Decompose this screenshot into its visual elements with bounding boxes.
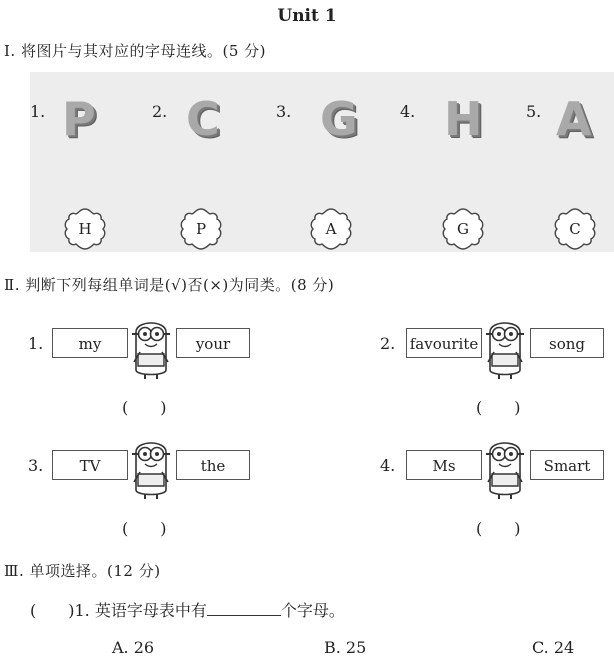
cartoon-letter-h: H <box>444 92 483 146</box>
item-number-3: 3. <box>28 456 44 475</box>
minion-mascot-icon <box>128 316 174 380</box>
cartoon-letter-g: G <box>320 92 358 146</box>
word-box-smart: Smart <box>530 450 604 480</box>
item-number-2: 2. <box>380 334 396 353</box>
word-box-tv: TV <box>52 450 128 480</box>
page-title: Unit 1 <box>277 6 337 26</box>
answer-flower-3[interactable] <box>308 206 354 252</box>
minion-mascot-icon <box>482 316 528 380</box>
cartoon-letter-p: P <box>62 92 96 146</box>
option-b[interactable]: B. 25 <box>324 638 367 657</box>
answer-paren-2[interactable]: ( ) <box>476 398 521 417</box>
option-c[interactable]: C. 24 <box>532 638 575 657</box>
picture-number-4: 4. <box>400 102 416 121</box>
section-3-heading: Ⅲ. 单项选择。(12 分) <box>4 562 161 580</box>
picture-number-3: 3. <box>276 102 292 121</box>
section-2-heading: Ⅱ. 判断下列每组单词是(√)否(×)为同类。(8 分) <box>4 276 335 294</box>
question-1-blank[interactable] <box>207 601 281 616</box>
cartoon-letter-c: C <box>186 92 220 146</box>
answer-letter-5: C <box>569 220 581 238</box>
word-box-favourite: favourite <box>406 328 482 358</box>
option-a[interactable]: A. 26 <box>112 638 155 657</box>
item-number-4: 4. <box>380 456 396 475</box>
answer-flower-1[interactable] <box>62 206 108 252</box>
picture-number-2: 2. <box>152 102 168 121</box>
picture-number-5: 5. <box>526 102 542 121</box>
question-1-suffix: 个字母。 <box>280 601 345 620</box>
minion-mascot-icon <box>128 436 174 500</box>
answer-flower-2[interactable] <box>178 206 224 252</box>
item-number-1: 1. <box>28 334 44 353</box>
question-1-paren[interactable]: ( ) <box>30 601 75 620</box>
question-1-text: 1. 英语字母表中有 <box>74 601 207 620</box>
answer-letter-4: G <box>457 220 469 238</box>
answer-paren-4[interactable]: ( ) <box>476 519 521 538</box>
word-box-my: my <box>52 328 128 358</box>
answer-letter-1: H <box>78 220 92 238</box>
picture-number-1: 1. <box>30 102 46 121</box>
word-box-the: the <box>176 450 250 480</box>
word-box-song: song <box>530 328 604 358</box>
answer-flower-5[interactable] <box>552 206 598 252</box>
cartoon-letter-a: A <box>556 92 592 146</box>
word-box-ms: Ms <box>406 450 482 480</box>
minion-mascot-icon <box>482 436 528 500</box>
question-1 <box>30 598 345 621</box>
answer-flower-4[interactable] <box>440 206 486 252</box>
section-1-heading: Ⅰ. 将图片与其对应的字母连线。(5 分) <box>4 42 266 60</box>
answer-paren-3[interactable]: ( ) <box>122 519 167 538</box>
answer-paren-1[interactable]: ( ) <box>122 398 167 417</box>
word-box-your: your <box>176 328 250 358</box>
answer-letter-3: A <box>325 220 337 238</box>
answer-letter-2: P <box>195 220 207 238</box>
